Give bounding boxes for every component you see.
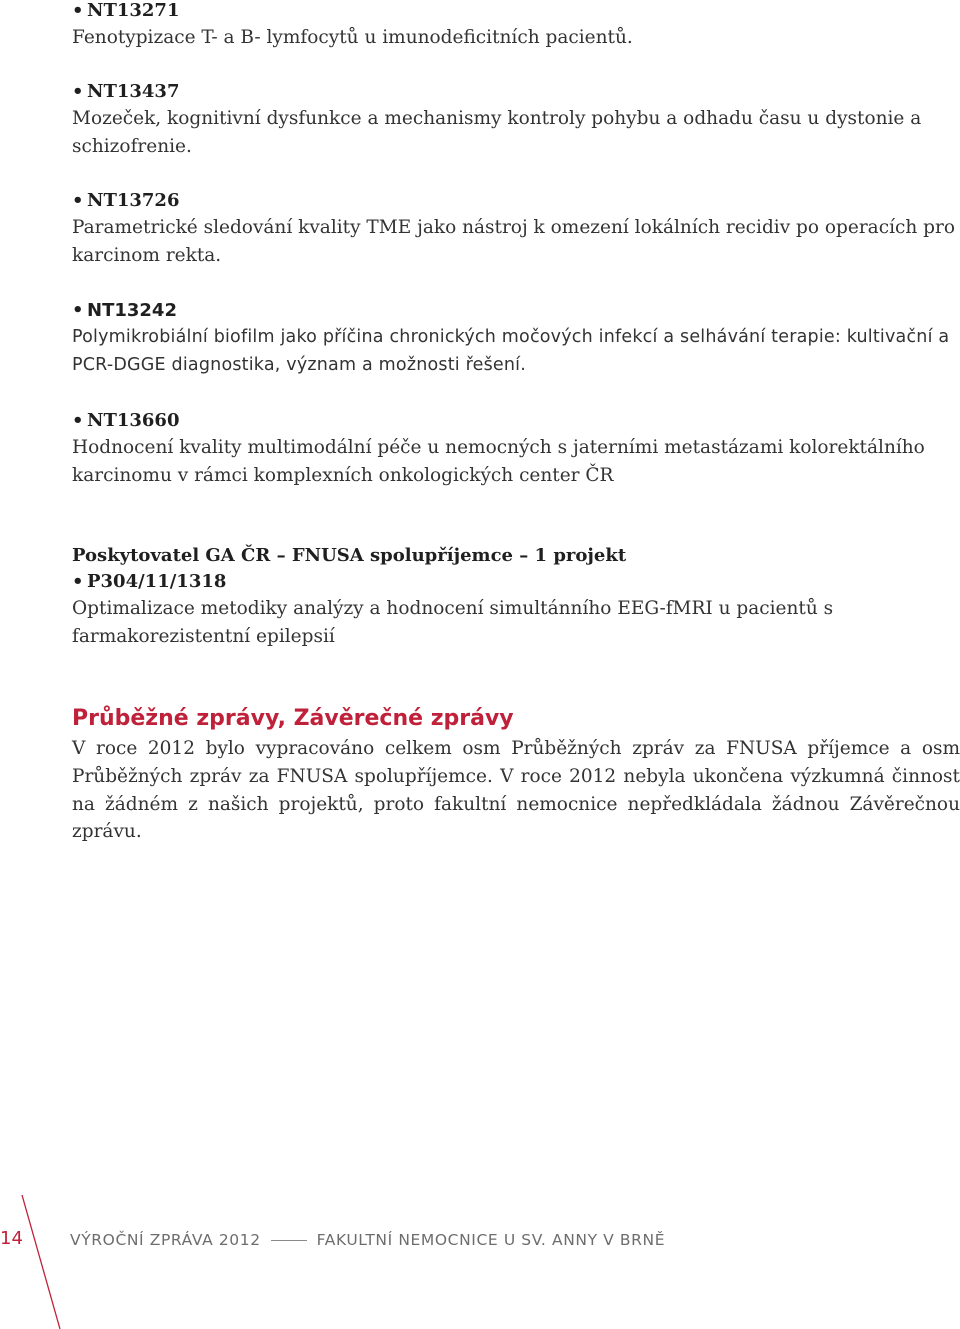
reports-heading: Průběžné zprávy, Závěrečné zprávy (72, 706, 514, 731)
project-code-text: P304/11/1318 (87, 571, 227, 592)
project-description: Hodnocení kvality multimodální péče u nemocných s jaterními metastázami kolorektálního karcinomu v rámci komplexních onkologických center ČR (72, 437, 925, 486)
project-code-text: NT13242 (87, 300, 177, 321)
project-code-text: NT13437 (87, 81, 180, 102)
bullet-icon: • (72, 300, 84, 321)
project-code (72, 0, 633, 24)
page-footer (0, 1195, 960, 1329)
project-code-text: NT13660 (87, 410, 180, 431)
reports-text: V roce 2012 bylo vypracováno celkem osm Průběžných zpráv za FNUSA příjemce a osm Průběžných zpráv za FNUSA spolupříjemce. V roce 2012 nebyla ukončena výzkumná činnost na žádném z našich projektů, proto fakultní nemocnice nepředkládala žádnou Závěrečnou zprávu. (72, 738, 960, 843)
bullet-icon: • (72, 410, 84, 431)
project-entry (72, 298, 960, 379)
project-code (72, 188, 960, 214)
bullet-icon: • (72, 571, 84, 592)
bullet-icon: • (72, 81, 84, 102)
project-code (72, 408, 960, 434)
footer-report-title: VÝROČNÍ ZPRÁVA 2012 (70, 1231, 261, 1249)
project-entry (72, 408, 960, 489)
provider-section (72, 543, 960, 650)
project-code (72, 569, 960, 595)
project-description: Polymikrobiální biofilm jako příčina chronických močových infekcí a selhávání terapie: kultivační a PCR-DGGE diagnostika, význam a možnosti řešení. (72, 327, 950, 375)
page-number: 14 (0, 1228, 23, 1249)
provider-heading: Poskytovatel GA ČR – FNUSA spolupříjemce – 1 projekt (72, 545, 627, 566)
project-description: Fenotypizace T- a B- lymfocytů u imunodeficitních pacientů. (72, 27, 633, 48)
footer-diagonal-line (0, 1195, 70, 1329)
project-code (72, 298, 960, 324)
reports-section (72, 704, 960, 846)
footer-dash-divider (271, 1240, 307, 1241)
project-description: Mozeček, kognitivní dysfunkce a mechanismy kontroly pohybu a odhadu času u dystonie a schizofrenie. (72, 108, 922, 157)
project-entry (72, 0, 633, 52)
project-entry (72, 188, 960, 269)
footer-hospital-name: FAKULTNÍ NEMOCNICE U SV. ANNY V BRNĚ (316, 1231, 666, 1249)
bullet-icon: • (72, 0, 84, 21)
project-code-text: NT13726 (87, 190, 180, 211)
footer-text (70, 1231, 665, 1249)
project-code-text: NT13271 (87, 0, 180, 21)
project-entry (72, 79, 960, 160)
bullet-icon: • (72, 190, 84, 211)
project-description: Parametrické sledování kvality TME jako nástroj k omezení lokálních recidiv po operacích pro karcinom rekta. (72, 217, 955, 266)
project-description: Optimalizace metodiky analýzy a hodnocení simultánního EEG-fMRI u pacientů s farmakorezistentní epilepsií (72, 598, 834, 647)
project-code (72, 79, 960, 105)
